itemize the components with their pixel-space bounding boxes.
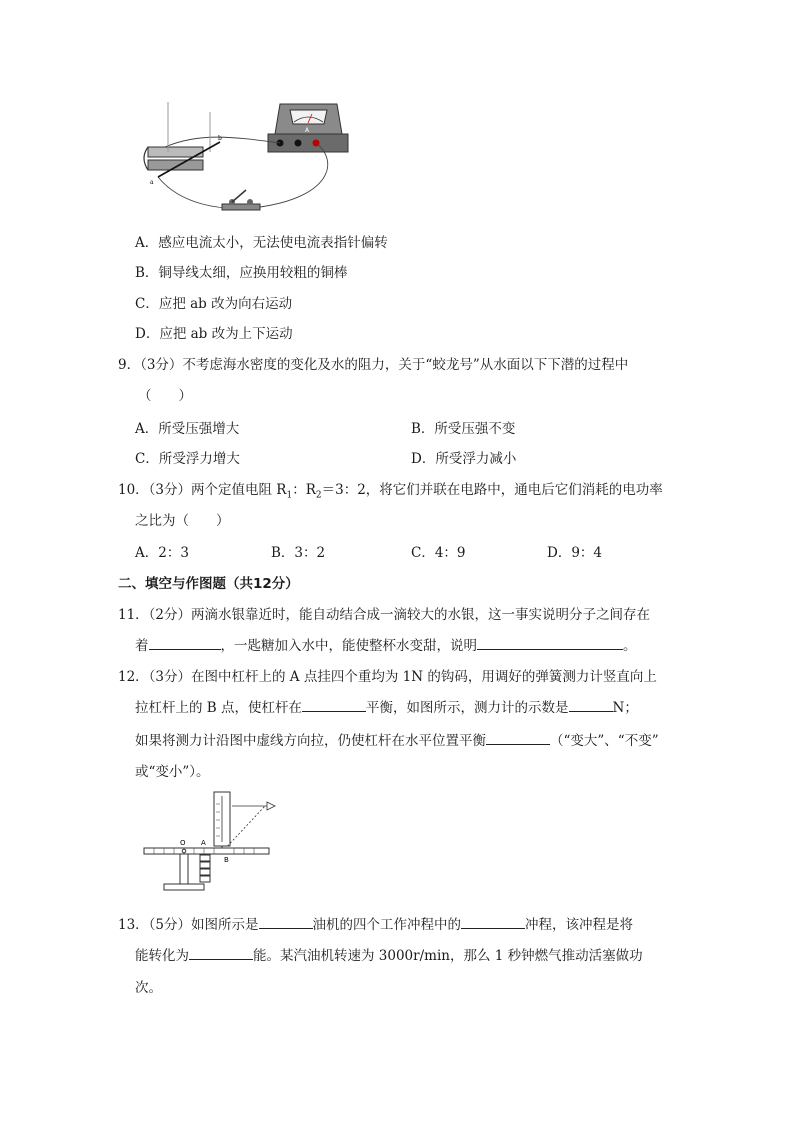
q11-stem: 11．（2分）两滴水银靠近时，能自动结合成一滴较大的水银，这一事实说明分子之间存在	[118, 607, 651, 623]
q12-stem-cont2	[135, 729, 659, 749]
q12-blank-3[interactable]	[486, 730, 550, 745]
q9-stem-cont: （ ）	[138, 388, 192, 404]
q12-stem-cont3: 或“变小”）。	[135, 764, 210, 780]
q12-text-d: 如果将测力计沿图中虚线方向拉，仍使杠杆在水平位置平衡	[135, 733, 486, 749]
q8-option-b: B．铜导线太细，应换用较粗的铜棒	[135, 265, 348, 281]
q8-option-d: D．应把 ab 改为上下运动	[135, 326, 293, 342]
q9-option-a: A．所受压强增大	[135, 421, 240, 437]
q12-text-c: N；	[612, 700, 638, 716]
q10-option-b: B．3：2	[271, 545, 326, 561]
q10-option-c: C．4：9	[411, 545, 466, 561]
q13-text-b: 油机的四个工作冲程中的	[312, 917, 462, 933]
q13-blank-1[interactable]	[259, 914, 313, 929]
q10-sub-1: 1	[286, 490, 293, 501]
q13-blank-2[interactable]	[461, 914, 525, 929]
q10-stem-cont: 之比为（ ）	[135, 513, 230, 529]
q12-text-e: （“变大”、“不变”	[550, 733, 659, 749]
q12-text-b: 平衡，如图所示，测力计的示数是	[366, 700, 569, 716]
lever-figure	[140, 790, 300, 895]
q10-stem	[118, 478, 663, 501]
q13-stem-cont	[135, 944, 643, 964]
q8-option-c: C．应把 ab 改为向右运动	[135, 296, 293, 312]
q10-stem-b: ：R	[292, 482, 316, 498]
q10-stem-a: 10．（3分）两个定值电阻 R	[118, 482, 287, 498]
u-magnet	[144, 147, 203, 170]
ammeter-label: A	[305, 127, 310, 134]
hook-weights	[200, 855, 210, 882]
induction-apparatus-figure	[140, 92, 360, 222]
q10-option-a: A．2：3	[135, 545, 189, 561]
q9-stem: 9．（3分）不考虑海水密度的变化及水的阻力，关于“蛟龙号”从水面以下下潜的过程中	[118, 357, 629, 373]
spring-balance	[214, 792, 230, 854]
q11-stem-cont	[135, 634, 637, 654]
q9-option-d: D．所受浮力减小	[411, 451, 517, 467]
q13-stem	[118, 913, 633, 933]
q11-text-a: 着	[135, 638, 149, 654]
switch	[222, 190, 260, 210]
rod-label-b: b	[218, 135, 222, 142]
q13-blank-3[interactable]	[189, 945, 253, 960]
ammeter	[268, 104, 348, 152]
rod-label-a: a	[150, 179, 154, 186]
q12-blank-1[interactable]	[302, 697, 366, 712]
q13-text-c: 冲程，该冲程是将	[525, 917, 634, 933]
q9-option-c: C．所受浮力增大	[135, 451, 240, 467]
section-title: 二、填空与作图题（共12分）	[118, 576, 299, 592]
q10-sub-2: 2	[315, 490, 322, 501]
q9-option-b: B．所受压强不变	[411, 421, 516, 437]
q13-text-d: 能转化为	[135, 948, 189, 964]
q10-option-d: D．9：4	[547, 545, 603, 561]
q11-text-b: ，一匙糖加入水中，能使整杯水变甜，说明	[220, 638, 477, 654]
point-label-a: A	[201, 839, 206, 847]
q13-text-e: 能。某汽油机转速为 3000r/min，那么 1 秒钟燃气推动活塞做功	[253, 948, 643, 964]
q10-stem-c: ＝3：2，将它们并联在电路中，通电后它们消耗的电功率	[321, 482, 663, 498]
q11-blank-2[interactable]	[477, 635, 623, 650]
q13-text-a: 13．（5分）如图所示是	[118, 917, 259, 933]
point-label-b: B	[224, 856, 229, 864]
q12-stem-cont	[135, 696, 638, 716]
q11-text-c: 。	[623, 638, 637, 654]
q12-blank-2[interactable]	[569, 697, 613, 712]
q11-blank-1[interactable]	[149, 635, 221, 650]
q12-stem: 12．（3分）在图中杠杆上的 A 点挂四个重均为 1N 的钩码，用调好的弹簧测力计竖直向上	[118, 669, 657, 685]
q8-option-a: A．感应电流太小，无法使电流表指针偏转	[135, 235, 388, 251]
q12-text-a: 拉杠杆上的 B 点，使杠杆在	[135, 700, 303, 716]
pivot-label-o: O	[180, 839, 186, 847]
q13-stem-cont2: 次。	[135, 980, 162, 996]
